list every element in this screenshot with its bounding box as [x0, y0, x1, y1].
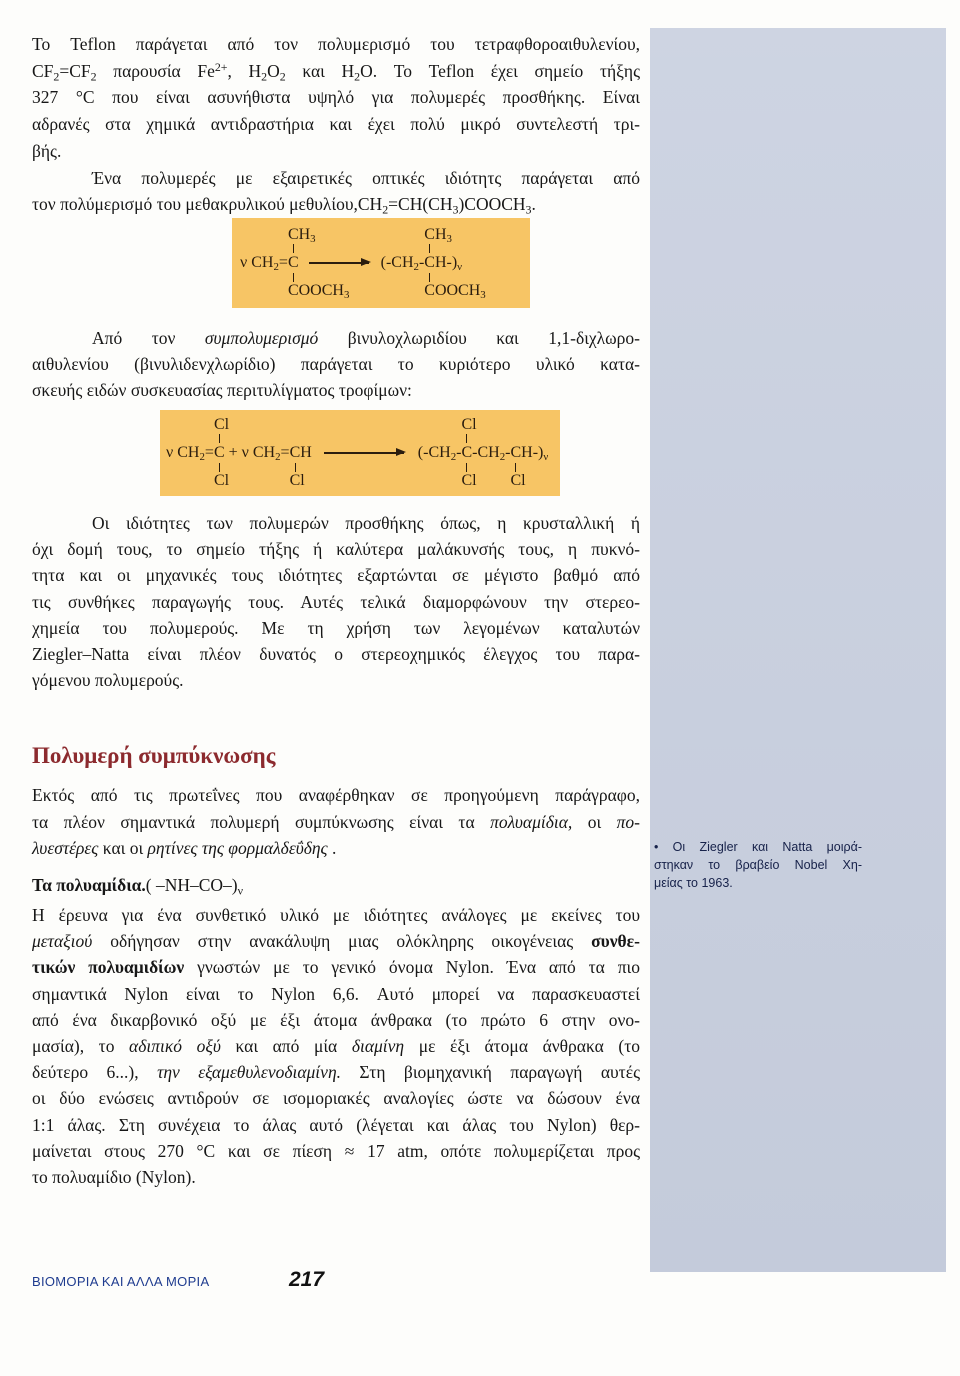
- paragraph-copolymer: [32, 325, 640, 403]
- text-line: 327 °C που είναι ασυνήθιστα υψηλό για πολυμερές προσθήκης. Είναι: [32, 87, 640, 108]
- text-line: [32, 835, 640, 862]
- italic-text: διαμίνη: [351, 1035, 405, 1056]
- text-line: [32, 954, 640, 980]
- copolymer-formula-middle: [472, 443, 510, 463]
- text-line: αιθυλενίου (βινυλιδενχλωρίδιο) παράγεται το κυριότερο υλικό κατα-: [32, 354, 640, 374]
- text-run: και από μία: [220, 1035, 352, 1056]
- text-run: και οι: [98, 838, 148, 858]
- text-line: Ziegler–Natta είναι πλέον δυνατός ο στερεοχημικός έλεγχος του παρα-: [32, 643, 640, 664]
- bond-line: [466, 463, 467, 472]
- monomer-1-substituted-carbon: [213, 416, 230, 489]
- text-line: τητα και οι μηχανικές τους ιδιότητες εξαρτώνται σε μέγιστο βαθμό από: [32, 565, 640, 586]
- chlorine-substituent: Cl: [510, 472, 526, 489]
- paragraph-condensation-polymers: [32, 782, 640, 862]
- text-line: όχι δομή τους, το σημείο τήξης ή καλύτερα μαλάκυνσής τους, η πυκνό-: [32, 539, 640, 560]
- text-run: COOCH: [287, 282, 344, 299]
- italic-text: αδιπικό οξύ: [129, 1035, 221, 1056]
- subscript: 2: [499, 451, 506, 464]
- text-run: βινυλοχλωριδίου και 1,1-διχλωρο-: [318, 328, 640, 348]
- text-line: [32, 58, 640, 85]
- ester-substituent: [288, 282, 349, 300]
- text-run: , H: [227, 60, 262, 81]
- text-run: =CF: [59, 60, 91, 81]
- subscript: 3: [452, 202, 459, 217]
- text-run: γνωστών με το γενικό όνομα Nylon. Ένα από τα πιο: [184, 957, 640, 978]
- text-line: μαίνεται στους 270 °C και σε πίεση ≈ 17 atm, οπότε πολυμερίζεται προς: [32, 1140, 640, 1161]
- text-run: ( –NH–CO–): [145, 875, 238, 895]
- text-line: τις συνθήκες παραγωγής τους. Αυτές τελικά διαμορφώνουν την στερεο-: [32, 591, 640, 612]
- copolymer-formula-start: [418, 443, 462, 463]
- text-line: οι δύο ενώσεις αντιδρούν σε ισομοριακές αναλογίες ώστε να δώσουν ένα: [32, 1088, 640, 1109]
- text-line: 1:1 άλας. Στη συνέχεια το άλας αυτό (λέγεται και άλας του Nylon) θερ-: [32, 1114, 640, 1135]
- text-run: παρουσία Fe: [96, 60, 215, 81]
- text-run: οδήγησαν στην ανακάλυψη μιας ολόκληρης οικογένειας: [92, 931, 592, 952]
- text-line: Οι ιδιότητες των πολυμερών προσθήκης όπως, η κρυσταλλική ή: [92, 513, 640, 533]
- copolymer-carbon-2: [510, 443, 533, 489]
- text-line: [32, 872, 640, 898]
- reaction-scheme-vinylidene-chloride: [160, 410, 560, 496]
- subscript: 2: [199, 451, 205, 464]
- text-run: οι: [572, 811, 617, 832]
- text-run: ν CH: [166, 444, 200, 461]
- text-run: CH: [424, 226, 447, 243]
- text-run: Στη βιομηχανική παραγωγή αυτές: [341, 1062, 640, 1083]
- text-run: =: [204, 444, 214, 461]
- text-line: Εκτός από τις πρωτεΐνες που αναφέρθηκαν σε προηγούμενη παράγραφο,: [32, 785, 640, 805]
- subscript: 2: [275, 451, 281, 464]
- running-footer: ΒΙΟΜΟΡΙΑ ΚΑΙ ΑΛΛΑ ΜΟΡΙΑ: [32, 1274, 210, 1289]
- subscript: 3: [525, 202, 532, 217]
- text-line: Η έρευνα για ένα συνθετικό υλικό με ιδιότητες ανάλογες με εκείνες του: [32, 905, 640, 925]
- text-line: από ένα δικαρβονικό οξύ με έξι άτομα άνθρακα (το πρώτο 6 στην ονο-: [32, 1009, 640, 1030]
- chlorine-substituent: Cl: [461, 472, 477, 489]
- reaction-arrow: [309, 262, 369, 264]
- italic-text: πολυαμίδια,: [490, 811, 573, 832]
- bond-line: [429, 244, 430, 253]
- subscript: 2: [382, 202, 389, 217]
- margin-panel: [650, 28, 946, 1272]
- subscript: 2: [413, 261, 419, 274]
- text-line: [32, 1033, 640, 1059]
- paragraph-methyl-methacrylate: [32, 165, 640, 218]
- chlorine-substituent: Cl: [213, 416, 230, 433]
- section-heading: Πολυμερή συμπύκνωσης: [32, 743, 276, 768]
- copolymer-formula-end: [533, 443, 549, 463]
- text-run: + ν CH: [228, 444, 276, 461]
- text-run: -CH: [472, 444, 500, 461]
- bond-line: [295, 463, 296, 472]
- text-run: .: [531, 194, 536, 215]
- italic-text: λυεστέρες: [32, 838, 99, 858]
- carbon-atom: CH: [510, 444, 533, 461]
- bond-line: [466, 434, 467, 443]
- text-line: [32, 809, 640, 836]
- subscript: 2: [273, 261, 279, 274]
- subheading-polyamides: [32, 872, 640, 898]
- italic-text: ρητίνες της φορμαλδεΰδης: [147, 838, 328, 858]
- superscript: 2+: [214, 59, 228, 74]
- polymer-formula-start: [381, 253, 425, 273]
- carbon-atom: C: [287, 254, 299, 271]
- text-run: τα πλέον σημαντικά πολυμερή συμπύκνωσης είναι τα: [32, 811, 491, 832]
- text-line: αδρανές στα χημικά αντιδραστήρια και έχει πολύ μικρό συντελεστή τρι-: [32, 114, 640, 135]
- chlorine-substituent: Cl: [213, 472, 230, 489]
- bold-text: συνθε-: [591, 931, 640, 952]
- subscript: 3: [343, 289, 350, 302]
- subscript: 2: [53, 69, 60, 84]
- subscript: 2: [354, 69, 361, 84]
- bond-line: [293, 273, 294, 282]
- carbon-atom: CH: [289, 444, 312, 461]
- text-line: • Οι Ziegler και Natta μοιρά-: [654, 840, 862, 854]
- paragraph-addition-polymer-properties: [32, 510, 640, 693]
- text-run: -: [418, 254, 425, 271]
- polymer-formula-end: [447, 253, 463, 273]
- monomer-substituted-carbon: [287, 226, 350, 302]
- monomer-2-formula: [229, 443, 290, 463]
- text-run: -: [456, 444, 462, 461]
- paragraph-teflon: [32, 31, 640, 164]
- text-line: γόμενου πολυμερούς.: [32, 670, 184, 691]
- reaction-arrow: [324, 452, 404, 454]
- bold-text: τικών πολυαμιδίων: [32, 957, 185, 978]
- methyl-substituent: [288, 226, 316, 244]
- bond-line: [515, 463, 516, 472]
- monomer-formula: [240, 253, 288, 273]
- text-run: )COOCH: [458, 194, 526, 215]
- text-line: το πολυαμίδιο (Nylon).: [32, 1166, 196, 1187]
- methyl-substituent: [424, 226, 452, 244]
- page-number: 217: [289, 1268, 325, 1291]
- monomer-1-formula: [166, 443, 214, 463]
- margin-note: [654, 838, 862, 892]
- text-line: χημεία του πολυμερούς. Με τη χρήση των λεγομένων καταλυτών: [32, 617, 640, 638]
- text-run: =: [280, 444, 290, 461]
- italic-text: συμπολυμερισμό: [204, 328, 319, 348]
- text-run: με έξι άτομα άνθρακα (το: [404, 1035, 640, 1056]
- italic-text: μεταξιού: [32, 931, 93, 952]
- subscript: 2: [279, 69, 286, 84]
- text-run: -: [505, 444, 511, 461]
- text-run: COOCH: [424, 282, 481, 299]
- text-run: ν CH: [240, 254, 274, 271]
- subscript: 3: [446, 233, 452, 246]
- text-run: (-CH: [417, 444, 451, 461]
- text-line: Ένα πολυμερές με εξαιρετικές οπτικές ιδιότητς παράγεται από: [92, 167, 640, 188]
- copolymer-carbon-1: [461, 416, 477, 489]
- text-run: =CH(CH: [388, 194, 453, 215]
- text-run: -): [532, 444, 544, 461]
- text-line: μείας το 1963.: [654, 876, 733, 890]
- text-line: βής.: [32, 140, 62, 161]
- subscript: ν: [237, 883, 244, 898]
- text-run: μασία), το: [32, 1035, 130, 1056]
- subscript: 2: [261, 69, 268, 84]
- subscript: 3: [310, 233, 316, 246]
- text-run: -): [446, 254, 458, 271]
- text-run: O: [267, 60, 280, 81]
- text-run: O. Το Teflon έχει σημείο τήξης: [360, 60, 641, 81]
- reaction-scheme-methyl-methacrylate: [232, 218, 530, 308]
- text-line: σημαντικά Nylon είναι το Nylon 6,6. Αυτό μπορεί να παρασκευαστεί: [32, 983, 640, 1004]
- text-line: [32, 191, 640, 218]
- text-line: [32, 325, 640, 351]
- bond-line: [293, 244, 294, 253]
- text-line: στηκαν το βραβείο Nobel Χη-: [654, 858, 862, 872]
- text-run: δεύτερο 6...),: [32, 1062, 158, 1083]
- carbon-atom: C: [213, 444, 225, 461]
- bond-line: [219, 434, 220, 443]
- text-run: CH: [287, 226, 311, 243]
- text-line: [32, 928, 640, 954]
- monomer-2-substituted-carbon: [289, 443, 312, 489]
- subscript: 2: [90, 69, 97, 84]
- italic-text: την εξαμεθυλενοδιαμίνη.: [157, 1062, 341, 1083]
- carbon-atom: CH: [424, 254, 447, 271]
- chlorine-substituent: Cl: [289, 472, 305, 489]
- subscript: ν: [543, 451, 549, 464]
- text-run: Από τον: [92, 328, 205, 348]
- text-line: Το Teflon παράγεται από τον πολυμερισμό του τετραφθοροαιθυλενίου,: [32, 34, 640, 54]
- carbon-atom: C: [461, 444, 473, 461]
- text-run: .: [327, 838, 337, 858]
- italic-text: πο-: [616, 811, 640, 832]
- text-run: και H: [285, 60, 355, 81]
- subscript: ν: [457, 261, 463, 274]
- paragraph-nylon: [32, 902, 640, 1190]
- chlorine-substituent: Cl: [461, 416, 477, 433]
- subscript: 3: [480, 289, 486, 302]
- subscript: 2: [450, 451, 457, 464]
- text-line: σκευής ειδών συσκευασίας περιτυλίγματος τροφίμων:: [32, 380, 412, 400]
- ester-substituent: [424, 282, 485, 300]
- text-run: =: [278, 254, 288, 271]
- text-line: [32, 1059, 640, 1085]
- text-run: (-CH: [380, 254, 414, 271]
- bond-line: [219, 463, 220, 472]
- text-run: CF: [32, 60, 54, 81]
- bold-text: Τα πολυαμίδια.: [32, 875, 146, 895]
- bond-line: [429, 273, 430, 282]
- polymer-substituted-carbon: [424, 226, 486, 302]
- text-run: τον πολύμερισμό του μεθακρυλικού μεθυλίου,CH: [32, 194, 383, 215]
